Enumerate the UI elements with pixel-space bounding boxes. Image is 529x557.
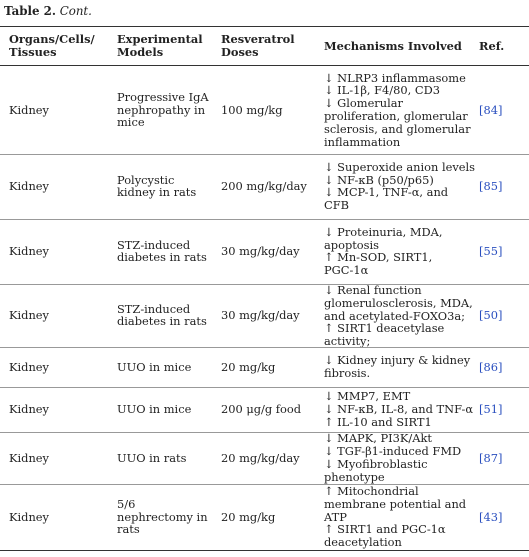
ref-cell: [479, 452, 502, 465]
table-row: [0, 154, 529, 219]
tissue-cell-line: Kidney: [9, 402, 49, 417]
mechanism-cell-line: ↓ NF-κB (p50/p65): [324, 172, 434, 187]
tissue-cell-line: Kidney: [9, 244, 49, 259]
mechanism-cell-line: ↑ SIRT1 and PGC-1α: [324, 522, 446, 537]
ref-cell: [479, 104, 502, 117]
mechanism-cell-line: ↓ Glomerular: [324, 96, 403, 111]
mechanism-cell: [324, 284, 473, 348]
ref-cell: [479, 245, 502, 258]
header-model: [117, 33, 203, 59]
tissue-cell-line: Kidney: [9, 308, 49, 323]
table-caption: [4, 4, 92, 18]
mechanism-cell: [324, 432, 461, 483]
mechanism-cell-line: phenotype: [324, 469, 385, 484]
ref-cell-line: [84]: [479, 102, 503, 117]
dose-cell: [221, 403, 301, 416]
ref-cell-line: [50]: [479, 308, 503, 323]
dose-cell-line: 20 mg/kg/day: [221, 450, 300, 465]
table-label: Table 2.: [4, 4, 56, 18]
dose-cell-line: 20 mg/kg: [221, 509, 276, 524]
dose-cell-line: 30 mg/kg/day: [221, 244, 300, 259]
mechanism-cell-line: ↑ SIRT1 deacetylase: [324, 321, 445, 336]
mechanism-cell-line: activity;: [324, 334, 371, 349]
model-cell-line: Progressive IgA: [117, 89, 209, 104]
mechanism-cell: [324, 161, 475, 212]
dose-cell: [221, 180, 307, 193]
mechanism-cell-line: ↓ Kidney injury & kidney: [324, 353, 471, 368]
model-cell-line: nephrectomy in: [117, 509, 208, 524]
dose-cell-line: 200 μg/g food: [221, 402, 302, 417]
mechanism-cell-line: CFB: [324, 198, 349, 213]
mechanism-cell-line: ↑ IL-10 and SIRT1: [324, 414, 432, 429]
dose-cell: [221, 511, 275, 524]
mechanism-cell-line: proliferation, glomerular: [324, 108, 468, 123]
mechanism-cell-line: ↓ Proteinuria, MDA,: [324, 224, 443, 239]
header-model-line: Models: [117, 45, 164, 59]
table-row: [0, 284, 529, 347]
mechanism-cell-line: ↓ Renal function: [324, 283, 422, 297]
ref-cell-line: [86]: [479, 359, 503, 374]
tissue-cell-line: Kidney: [9, 102, 49, 117]
tissue-cell-line: Kidney: [9, 359, 49, 374]
table-row: [0, 484, 529, 550]
mechanism-cell-line: ↓ Superoxide anion levels: [324, 159, 475, 174]
tissue-cell: [9, 511, 49, 524]
tissue-cell-line: Kidney: [9, 179, 49, 194]
tissue-cell: [9, 309, 49, 322]
ref-cell: [479, 403, 502, 416]
dose-cell: [221, 104, 283, 117]
mechanism-cell-line: ↑ Mn-SOD, SIRT1,: [324, 250, 433, 265]
ref-cell: [479, 309, 502, 322]
header-dose-line: Resveratrol: [221, 32, 295, 46]
mechanism-cell: [324, 72, 471, 149]
table-row: [0, 387, 529, 432]
dose-cell: [221, 452, 300, 465]
header-dose: [221, 33, 295, 59]
tissue-cell: [9, 245, 49, 258]
model-cell-line: mice: [117, 115, 145, 130]
tissue-cell: [9, 180, 49, 193]
header-tissue: [9, 33, 95, 59]
mechanism-cell-line: apoptosis: [324, 237, 380, 252]
model-cell: [117, 303, 207, 329]
tissue-cell: [9, 361, 49, 374]
tissue-cell: [9, 403, 49, 416]
model-cell: [117, 239, 207, 265]
mechanism-cell: [324, 354, 470, 380]
model-cell: [117, 403, 191, 416]
mechanism-cell: [324, 485, 466, 549]
ref-cell: [479, 511, 502, 524]
mechanism-cell-line: and acetylated-FOXO3a;: [324, 308, 466, 323]
model-cell-line: STZ-induced: [117, 301, 191, 316]
header-tissue-line: Tissues: [9, 45, 57, 59]
ref-cell-line: [87]: [479, 450, 503, 465]
header-tissue-line: Organs/Cells/: [9, 32, 95, 46]
mechanism-cell-line: PGC-1α: [324, 263, 369, 278]
ref-cell: [479, 361, 502, 374]
ref-cell-line: [51]: [479, 402, 503, 417]
model-cell-line: Polycystic: [117, 172, 175, 187]
mechanism-cell-line: ↓ NLRP3 inflammasome: [324, 70, 466, 85]
model-cell-line: UUO in mice: [117, 402, 192, 417]
tissue-cell-line: Kidney: [9, 450, 49, 465]
mechanism-cell-line: ↓ Myofibroblastic: [324, 456, 428, 471]
mechanism-cell-line: inflammation: [324, 134, 401, 149]
mechanism-cell-line: ↓ IL-1β, F4/80, CD3: [324, 83, 440, 98]
dose-cell-line: 30 mg/kg/day: [221, 308, 300, 323]
mechanism-cell-line: ↓ MCP-1, TNF-α, and: [324, 185, 449, 200]
model-cell: [117, 361, 191, 374]
table-row: [0, 432, 529, 484]
mechanism-cell-line: sclerosis, and glomerular: [324, 121, 471, 136]
bottom-rule: [0, 550, 529, 551]
model-cell-line: nephropathy in: [117, 102, 206, 117]
dose-cell-line: 20 mg/kg: [221, 359, 276, 374]
header-dose-line: Doses: [221, 45, 259, 59]
mechanism-cell-line: ↓ MMP7, EMT: [324, 389, 411, 404]
mechanism-cell-line: glomerulosclerosis, MDA,: [324, 295, 473, 310]
model-cell: [117, 498, 208, 536]
dose-cell: [221, 309, 300, 322]
model-cell: [117, 452, 186, 465]
mechanism-cell-line: fibrosis.: [324, 365, 371, 380]
model-cell-line: UUO in rats: [117, 450, 187, 465]
model-cell: [117, 174, 196, 200]
dose-cell: [221, 245, 300, 258]
mechanism-cell-line: deacetylation: [324, 535, 402, 550]
mechanism-cell: [324, 390, 473, 428]
top-rule: [0, 26, 529, 27]
mechanism-cell-line: ↓ TGF-β1-induced FMD: [324, 444, 462, 459]
model-cell-line: kidney in rats: [117, 185, 197, 200]
tissue-cell-line: Kidney: [9, 509, 49, 524]
table-row: [0, 66, 529, 154]
header-mechanism: Mechanisms Involved: [324, 39, 462, 53]
model-cell: [117, 91, 209, 129]
model-cell-line: diabetes in rats: [117, 250, 207, 265]
model-cell-line: diabetes in rats: [117, 314, 207, 329]
header-ref: Ref.: [479, 39, 505, 53]
mechanism-cell-line: ↓ NF-κB, IL-8, and TNF-α: [324, 402, 474, 417]
model-cell-line: UUO in mice: [117, 359, 192, 374]
ref-cell-line: [43]: [479, 509, 503, 524]
mechanism-cell: [324, 226, 443, 277]
ref-cell-line: [55]: [479, 244, 503, 259]
table-caption-text: Cont.: [59, 4, 92, 18]
header-model-line: Experimental: [117, 32, 203, 46]
dose-cell-line: 100 mg/kg: [221, 102, 283, 117]
dose-cell-line: 200 mg/kg/day: [221, 179, 307, 194]
tissue-cell: [9, 104, 49, 117]
dose-cell: [221, 361, 275, 374]
table-row: [0, 219, 529, 284]
mechanism-cell-line: membrane potential and: [324, 496, 467, 511]
mechanism-cell-line: ↑ Mitochondrial: [324, 484, 419, 498]
model-cell-line: 5/6: [117, 496, 136, 511]
table-row: [0, 347, 529, 387]
ref-cell: [479, 180, 502, 193]
ref-cell-line: [85]: [479, 179, 503, 194]
tissue-cell: [9, 452, 49, 465]
mechanism-cell-line: ↓ MAPK, PI3K/Akt: [324, 431, 432, 446]
model-cell-line: STZ-induced: [117, 237, 191, 252]
mechanism-cell-line: ATP: [324, 509, 347, 524]
model-cell-line: rats: [117, 522, 140, 537]
